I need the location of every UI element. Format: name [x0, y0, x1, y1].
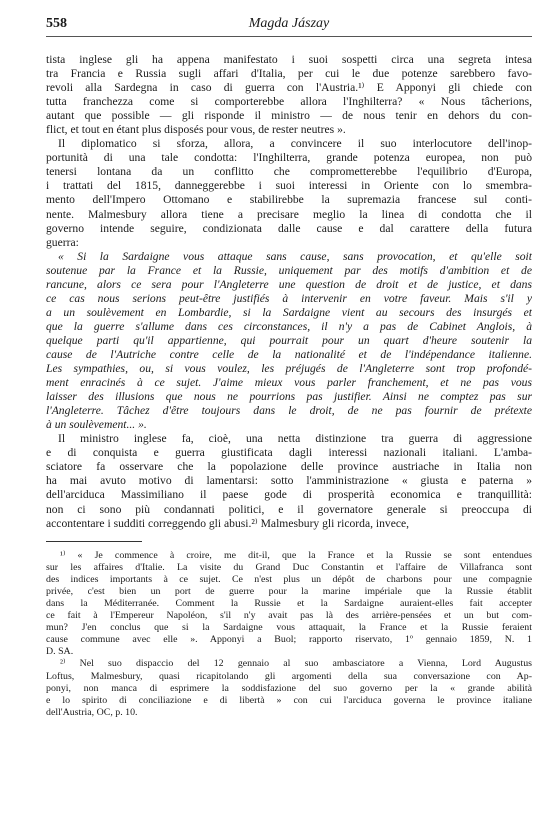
text-line: rancune, alors ce sera pour l'Angleterre une question de droit et de justice, et dans: [46, 277, 532, 291]
text-line: nente. Malmesbury allora tiene a precisare meglio la linea di condotta che il: [46, 207, 532, 221]
text-line: autant que possible — gli risponde il ministro — de nous tenir en dehors du con-: [46, 109, 532, 123]
text-line: Les sympathies, ou, si vous voulez, les préjugés de l'Angleterre sont trop profondé-: [46, 362, 532, 376]
footnote: [46, 550, 532, 659]
text-line: sciatore fa osservare che la popolazione delle province austriache in Italia non: [46, 460, 532, 474]
footnote: [46, 658, 532, 718]
page: [46, 14, 532, 719]
text-line: non ci sono più condannati politici, e il governatore generale si preoccupa di: [46, 502, 532, 516]
text-line: governo intende seguire, condizionata dalle cause e dal carattere della futura: [46, 221, 532, 235]
text-line: i trattati del 1815, danneggerebbe i suoi interessi in Oriente con lo smembra-: [46, 179, 532, 193]
text-line: à un soulèvement... ».: [46, 418, 147, 432]
footnotes: [46, 550, 532, 719]
footnote-line: D. SA.: [46, 646, 74, 658]
footnote-line: ce fait à l'Empereur Napoléon, s'il n'y avait pas là des arrière-pensées et un but com-: [46, 610, 532, 622]
footnote-line: e lo spirito di conciliazione e di libertà » con cui l'arciduca governa le province italiane: [46, 694, 532, 706]
text-line: soutenue par la France et la Russie, uniquement par des motifs d'ambition et de: [46, 263, 532, 277]
text-line: e di conquista e guerra giustificata dagli interessi nazionali italiani. L'amba-: [46, 446, 532, 460]
footnote-line: dans la Méditerranée. Comment la Russie et la Sardaigne auraient-elles fait accepter: [46, 597, 532, 609]
footnote-line: Loftus, Malmesbury, quasi ricapitolando gli argomenti della sua conversazione con Ap-: [46, 670, 532, 682]
text-line: quelque parti qu'il appartienne, qui pourrait pour un quart d'heure soutenir la: [46, 333, 532, 347]
text-line: laisser des illusions que nous ne pourrions pas justifier. Ainsi ne comptez pas sur: [46, 390, 532, 404]
paragraph: [46, 137, 532, 249]
text-line: ce cas nous serions peut-être justifiés à intervenir en votre faveur. Mais s'il y: [46, 291, 532, 305]
text-line: mento dell'Impero Ottomano e stabilirebbe la supremazia francese sul conti-: [46, 193, 532, 207]
main-text: [46, 53, 532, 531]
text-line: cause de l'Autriche contre celle de la nationalité et de l'indépendance italienne.: [46, 347, 532, 361]
footnote-line: sur les affaires d'Italie. La visite du Grand Duc Constantin et l'affaire de Villafranca sont: [46, 561, 532, 573]
footnote-line: ²⁾ Nel suo dispaccio del 12 gennaio al suo ambasciatore a Vienna, Lord Augustus: [60, 658, 532, 670]
footnote-line: ponyi, non manca di esprimere la soddisfazione del suo governo per la « grande abilità: [46, 682, 532, 694]
text-line: revoli alla Sardegna in caso di guerra con l'Austria.¹⁾ E Apponyi gli chiede con: [46, 81, 532, 95]
text-line: tista inglese gli ha appena manifestato i suoi sospetti circa una segreta intesa: [46, 53, 532, 66]
text-line: accontentare i sudditi correggendo gli abusi.²⁾ Malmesbury gli ricorda, invece,: [46, 516, 410, 530]
paragraph: [46, 250, 532, 433]
footnote-line: mun? J'en conclus que si la Sardaigne vous attaquait, la France et la Russie feraient: [46, 622, 532, 634]
footnote-line: ¹⁾ « Je commence à croire, me dit-il, que la France et la Russie se sont entendues: [60, 549, 532, 561]
text-line: tenersi lontana da un conflitto che comprometterebbe l'equilibrio d'Europa,: [46, 165, 532, 179]
paragraph: [46, 432, 532, 530]
text-line: a un soulèvement en Lombardie, si la Sardaigne vient au secours des insurgés et: [46, 305, 532, 319]
footnote-line: cause commune avec elle ». Apponyi a Buol; rapporto riservato, 1º gennaio 1859, N. 1: [46, 634, 532, 646]
text-line: ha mai avuto motivo di lamentarsi: sotto l'amministrazione « giusta e paterna »: [46, 474, 532, 488]
footnote-line: des indices importants à ce sujet. Ce n'est plus un dépôt de charbons pour une compagnie: [46, 573, 532, 585]
text-line: ment enracinés à ce sujet. J'aime mieux vous parler franchement, et ne pas vous: [46, 376, 532, 390]
text-line: dell'arciduca Massimiliano il paese gode di prosperità economica e tranquillità:: [46, 488, 532, 502]
text-line: que la guerre s'allume dans ces circonstances, il n'y a pas de Cabinet Anglois, à: [46, 319, 532, 333]
footnote-rule: [46, 541, 142, 542]
running-header: [46, 14, 532, 37]
text-line: « Si la Sardaigne vous attaque sans cause, sans provocation, et qu'elle soit: [58, 249, 532, 263]
text-line: portunità di una tale condotta: l'Inghilterra, grande potenza europea, non può: [46, 151, 532, 165]
text-line: tutta franchezza come si comporterebbe allora l'Inghilterra? « Nous tâcherions,: [46, 95, 532, 109]
text-line: flict, et tout en étant plus disposés pour vous, de rester neutres ».: [46, 123, 346, 137]
text-line: l'Angleterre. Tâchez d'être toujours dans le droit, de ne pas fournir de prétexte: [46, 404, 532, 418]
page-number: 558: [46, 16, 67, 31]
text-line: Il ministro inglese fa, cioè, una netta distinzione tra guerra di aggressione: [58, 432, 532, 446]
footnote-line: dell'Austria, OC, p. 10.: [46, 706, 138, 718]
footnote-line: privée, c'est bien un port de guerre pour la marine impériale que la Russie établit: [46, 585, 532, 597]
running-title: Magda Jászay: [248, 16, 330, 31]
paragraph: [46, 53, 532, 137]
text-line: guerra:: [46, 235, 79, 249]
text-line: tra Francia e Russia sugli affari d'Italia, per cui le due potenze sarebbero favo-: [46, 67, 532, 81]
text-line: Il diplomatico si sforza, allora, a convincere il suo interlocutore dell'inop-: [58, 137, 532, 151]
